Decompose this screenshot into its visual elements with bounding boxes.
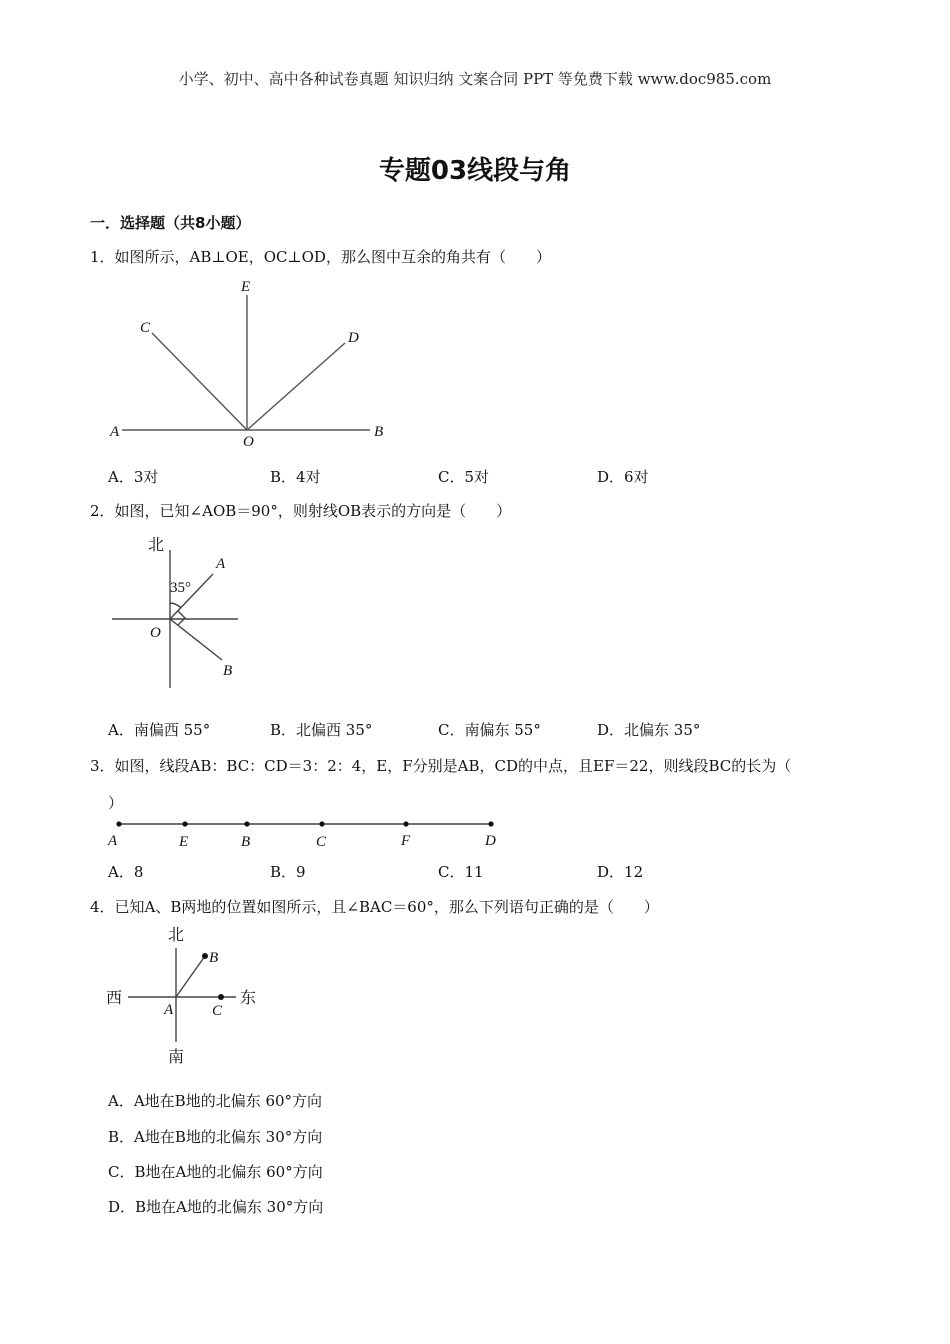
q1-label-d: D — [348, 330, 359, 346]
question-4-stem: 4．已知A、B两地的位置如图所示，且∠BAC＝60°，那么下列语句正确的是（ ） — [90, 898, 659, 916]
q3-label-f: F — [401, 833, 411, 849]
q4-label-a: A — [164, 1002, 174, 1018]
question-1-stem: 1．如图所示，AB⊥OE，OC⊥OD，那么图中互余的角共有（ ） — [90, 248, 551, 266]
q1-label-e: E — [241, 279, 251, 295]
q1-label-b: B — [374, 424, 384, 440]
q4-label-b: B — [209, 950, 219, 966]
q4-label-east: 东 — [240, 988, 257, 1007]
page-title: 专题03线段与角 — [378, 156, 572, 186]
page-header: 小学、初中、高中各种试卷真题 知识归纳 文案合同 PPT 等免费下载 www.doc985.com — [178, 70, 772, 88]
q3-label-a: A — [108, 833, 118, 849]
section-heading: 一．选择题（共8小题） — [90, 214, 251, 232]
q3-option-a: A．8 — [108, 863, 144, 881]
question-1-figure — [100, 275, 400, 450]
q1-label-c: C — [140, 320, 151, 336]
q4-label-north: 北 — [168, 925, 185, 944]
q3-label-d: D — [485, 833, 496, 849]
question-3-figure — [105, 815, 505, 855]
q1-option-d: D．6对 — [597, 468, 649, 486]
q3-label-b: B — [241, 834, 251, 850]
q1-label-o: O — [243, 434, 254, 450]
q4-option-d: D．B地在A地的北偏东 30°方向 — [108, 1198, 324, 1216]
q2-label-o: O — [150, 625, 161, 641]
q2-label-a: A — [216, 556, 226, 572]
q4-option-c: C．B地在A地的北偏东 60°方向 — [108, 1163, 323, 1181]
q2-option-b: B．北偏西 35° — [270, 721, 373, 739]
q3-label-c: C — [316, 834, 327, 850]
question-3-stem: 3．如图，线段AB：BC：CD＝3：2：4，E，F分别是AB，CD的中点，且EF＝22，则线段BC的长为（ — [90, 757, 792, 775]
q2-option-d: D．北偏东 35° — [597, 721, 701, 739]
q3-option-b: B．9 — [270, 863, 306, 881]
q2-label-b: B — [223, 663, 233, 679]
q1-option-c: C．5对 — [438, 468, 490, 486]
question-2-figure — [108, 530, 248, 690]
q1-option-a: A．3对 — [108, 468, 159, 486]
question-3-stem-cont: ） — [108, 794, 124, 812]
q4-option-b: B．A地在B地的北偏东 30°方向 — [108, 1128, 323, 1146]
question-4-figure — [104, 922, 264, 1070]
q4-label-south: 南 — [168, 1047, 185, 1066]
q2-option-c: C．南偏东 55° — [438, 721, 541, 739]
q3-option-d: D．12 — [597, 863, 644, 881]
q2-label-north: 北 — [148, 535, 165, 554]
q4-option-a: A．A地在B地的北偏东 60°方向 — [108, 1092, 323, 1110]
question-2-stem: 2．如图，已知∠AOB＝90°，则射线OB表示的方向是（ ） — [90, 502, 512, 520]
q3-label-e: E — [179, 834, 189, 850]
q2-option-a: A．南偏西 55° — [108, 721, 211, 739]
q2-label-angle: 35° — [170, 580, 191, 596]
q4-label-c: C — [212, 1003, 223, 1019]
q1-label-a: A — [110, 424, 120, 440]
q3-option-c: C．11 — [438, 863, 484, 881]
q4-label-west: 西 — [106, 988, 123, 1007]
q1-option-b: B．4对 — [270, 468, 321, 486]
